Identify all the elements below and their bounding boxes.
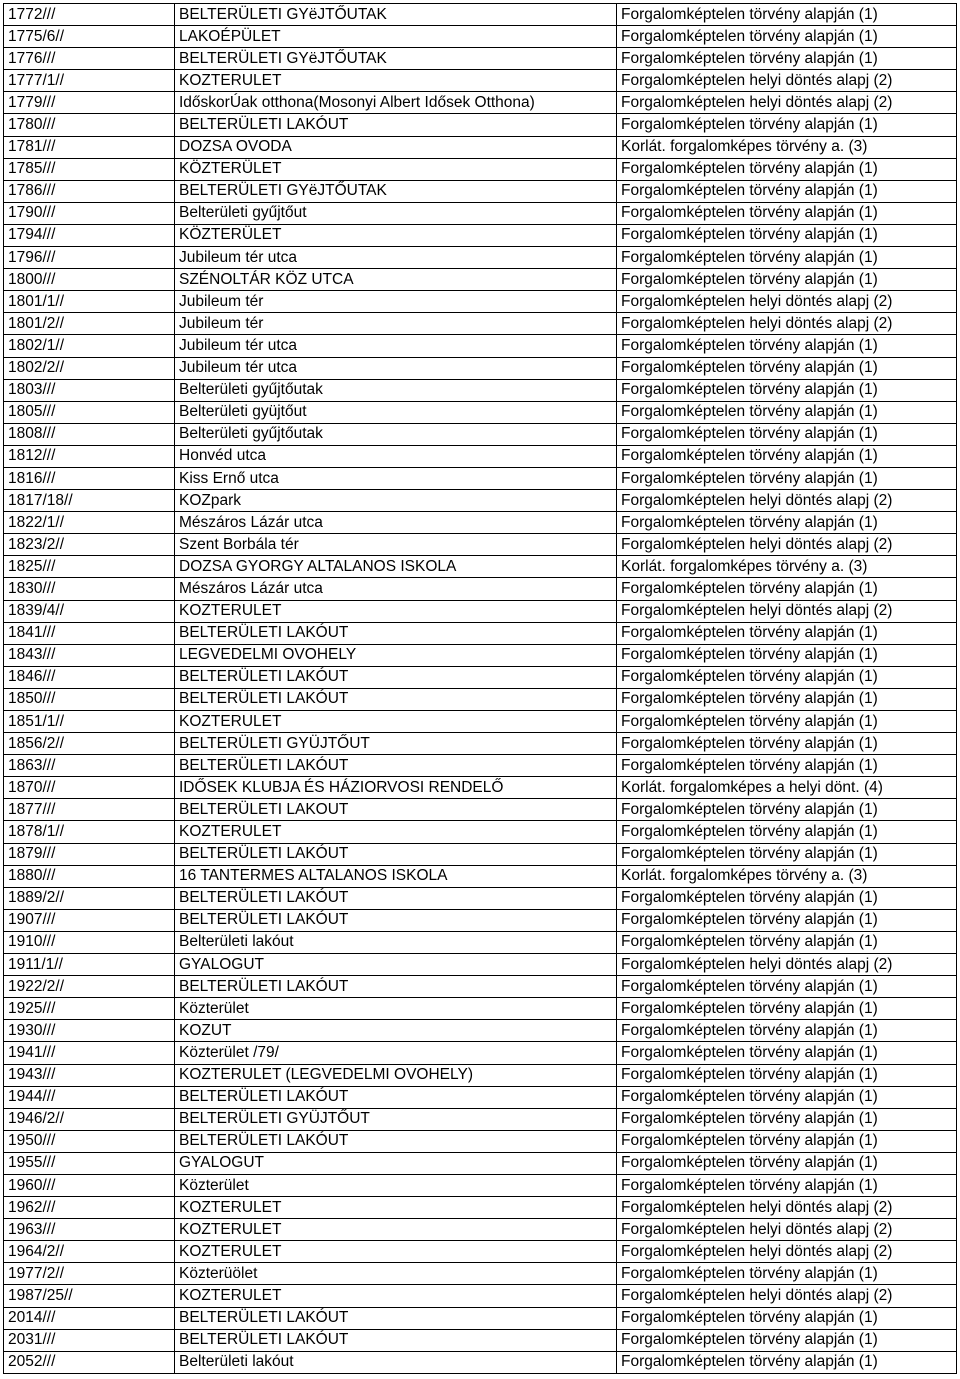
parcel-number-cell: 1863/// xyxy=(4,755,175,777)
property-register-sheet xyxy=(3,3,956,1374)
table-row xyxy=(4,26,957,48)
designation-cell: GYALOGUT xyxy=(175,954,617,976)
status-cell: Forgalomképtelen törvény alapján (1) xyxy=(617,158,957,180)
property-register-table xyxy=(3,3,957,1374)
parcel-number-cell: 1879/// xyxy=(4,843,175,865)
table-row xyxy=(4,224,957,246)
designation-cell: Közterület xyxy=(175,1174,617,1196)
designation-cell: KOZTERULET xyxy=(175,1285,617,1307)
designation-cell: Belterületi gyüjtőut xyxy=(175,401,617,423)
designation-cell: GYALOGUT xyxy=(175,1152,617,1174)
table-row xyxy=(4,467,957,489)
status-cell: Forgalomképtelen törvény alapján (1) xyxy=(617,1042,957,1064)
parcel-number-cell: 1925/// xyxy=(4,998,175,1020)
designation-cell: KOZTERULET xyxy=(175,1219,617,1241)
table-row xyxy=(4,1197,957,1219)
status-cell: Forgalomképtelen helyi döntés alapj (2) xyxy=(617,954,957,976)
table-row xyxy=(4,1042,957,1064)
status-cell: Forgalomképtelen helyi döntés alapj (2) xyxy=(617,1285,957,1307)
parcel-number-cell: 1805/// xyxy=(4,401,175,423)
designation-cell: Mészáros Lázár utca xyxy=(175,578,617,600)
status-cell: Forgalomképtelen helyi döntés alapj (2) xyxy=(617,291,957,313)
status-cell: Forgalomképtelen törvény alapján (1) xyxy=(617,1329,957,1351)
parcel-number-cell: 1802/1// xyxy=(4,335,175,357)
designation-cell: DOZSA GYORGY ALTALANOS ISKOLA xyxy=(175,556,617,578)
table-row xyxy=(4,622,957,644)
designation-cell: Jubileum tér xyxy=(175,291,617,313)
table-row xyxy=(4,180,957,202)
status-cell: Forgalomképtelen helyi döntés alapj (2) xyxy=(617,92,957,114)
status-cell: Forgalomképtelen törvény alapján (1) xyxy=(617,401,957,423)
designation-cell: 16 TANTERMES ALTALANOS ISKOLA xyxy=(175,865,617,887)
designation-cell: Közterület xyxy=(175,998,617,1020)
status-cell: Forgalomképtelen törvény alapján (1) xyxy=(617,909,957,931)
parcel-number-cell: 1817/18// xyxy=(4,490,175,512)
parcel-number-cell: 1796/// xyxy=(4,247,175,269)
designation-cell: KOZpark xyxy=(175,490,617,512)
designation-cell: KOZUT xyxy=(175,1020,617,1042)
designation-cell: BELTERÜLETI LAKÓUT xyxy=(175,1086,617,1108)
parcel-number-cell: 1800/// xyxy=(4,269,175,291)
status-cell: Forgalomképtelen törvény alapján (1) xyxy=(617,1020,957,1042)
status-cell: Forgalomképtelen törvény alapján (1) xyxy=(617,357,957,379)
designation-cell: BELTERÜLETI LAKÓUT xyxy=(175,1307,617,1329)
table-row xyxy=(4,1152,957,1174)
table-row xyxy=(4,644,957,666)
status-cell: Forgalomképtelen helyi döntés alapj (2) xyxy=(617,600,957,622)
parcel-number-cell: 1880/// xyxy=(4,865,175,887)
parcel-number-cell: 1987/25// xyxy=(4,1285,175,1307)
designation-cell: IDŐSEK KLUBJA ÉS HÁZIORVOSI RENDELŐ xyxy=(175,777,617,799)
designation-cell: Közterüölet xyxy=(175,1263,617,1285)
parcel-number-cell: 1825/// xyxy=(4,556,175,578)
parcel-number-cell: 1781/// xyxy=(4,136,175,158)
status-cell: Korlát. forgalomképes törvény a. (3) xyxy=(617,136,957,158)
designation-cell: KOZTERULET (LEGVEDELMI OVOHELY) xyxy=(175,1064,617,1086)
designation-cell: Jubileum tér xyxy=(175,313,617,335)
designation-cell: LAKOÉPÜLET xyxy=(175,26,617,48)
status-cell: Forgalomképtelen törvény alapján (1) xyxy=(617,1263,957,1285)
designation-cell: KOZTERULET xyxy=(175,600,617,622)
designation-cell: Közterület /79/ xyxy=(175,1042,617,1064)
status-cell: Forgalomképtelen törvény alapján (1) xyxy=(617,688,957,710)
parcel-number-cell: 1846/// xyxy=(4,666,175,688)
status-cell: Forgalomképtelen törvény alapján (1) xyxy=(617,622,957,644)
table-row xyxy=(4,600,957,622)
status-cell: Forgalomképtelen helyi döntés alapj (2) xyxy=(617,1197,957,1219)
table-row xyxy=(4,92,957,114)
parcel-number-cell: 1785/// xyxy=(4,158,175,180)
designation-cell: KÖZTERÜLET xyxy=(175,158,617,180)
designation-cell: Belterületi gyűjtőutak xyxy=(175,379,617,401)
parcel-number-cell: 1963/// xyxy=(4,1219,175,1241)
table-row xyxy=(4,688,957,710)
status-cell: Forgalomképtelen törvény alapján (1) xyxy=(617,755,957,777)
parcel-number-cell: 1911/1// xyxy=(4,954,175,976)
parcel-number-cell: 1775/6// xyxy=(4,26,175,48)
status-cell: Korlát. forgalomképes a helyi dönt. (4) xyxy=(617,777,957,799)
parcel-number-cell: 1823/2// xyxy=(4,534,175,556)
status-cell: Forgalomképtelen törvény alapján (1) xyxy=(617,202,957,224)
designation-cell: KOZTERULET xyxy=(175,711,617,733)
parcel-number-cell: 1812/// xyxy=(4,445,175,467)
status-cell: Forgalomképtelen helyi döntés alapj (2) xyxy=(617,1219,957,1241)
table-row xyxy=(4,1174,957,1196)
table-row xyxy=(4,755,957,777)
parcel-number-cell: 1962/// xyxy=(4,1197,175,1219)
status-cell: Forgalomképtelen helyi döntés alapj (2) xyxy=(617,490,957,512)
parcel-number-cell: 1808/// xyxy=(4,423,175,445)
parcel-number-cell: 1943/// xyxy=(4,1064,175,1086)
table-row xyxy=(4,1219,957,1241)
table-row xyxy=(4,335,957,357)
table-row xyxy=(4,313,957,335)
status-cell: Forgalomképtelen törvény alapján (1) xyxy=(617,1130,957,1152)
designation-cell: BELTERÜLETI LAKÓUT xyxy=(175,114,617,136)
status-cell: Forgalomképtelen törvény alapján (1) xyxy=(617,247,957,269)
table-row xyxy=(4,821,957,843)
parcel-number-cell: 1777/1// xyxy=(4,70,175,92)
parcel-number-cell: 1779/// xyxy=(4,92,175,114)
designation-cell: Honvéd utca xyxy=(175,445,617,467)
status-cell: Forgalomképtelen törvény alapján (1) xyxy=(617,666,957,688)
table-row xyxy=(4,445,957,467)
table-row xyxy=(4,70,957,92)
status-cell: Forgalomképtelen helyi döntés alapj (2) xyxy=(617,313,957,335)
table-row xyxy=(4,711,957,733)
status-cell: Forgalomképtelen helyi döntés alapj (2) xyxy=(617,70,957,92)
designation-cell: BELTERÜLETI LAKOUT xyxy=(175,799,617,821)
table-row xyxy=(4,998,957,1020)
status-cell: Forgalomképtelen törvény alapján (1) xyxy=(617,887,957,909)
table-row xyxy=(4,423,957,445)
designation-cell: BELTERÜLETI LAKÓUT xyxy=(175,843,617,865)
designation-cell: Belterületi lakóut xyxy=(175,931,617,953)
parcel-number-cell: 1946/2// xyxy=(4,1108,175,1130)
table-row xyxy=(4,578,957,600)
table-row xyxy=(4,490,957,512)
table-row xyxy=(4,48,957,70)
designation-cell: LEGVEDELMI OVOHELY xyxy=(175,644,617,666)
status-cell: Forgalomképtelen törvény alapján (1) xyxy=(617,1086,957,1108)
designation-cell: BELTERÜLETI LAKÓUT xyxy=(175,622,617,644)
status-cell: Forgalomképtelen törvény alapján (1) xyxy=(617,799,957,821)
status-cell: Forgalomképtelen törvény alapján (1) xyxy=(617,180,957,202)
table-row xyxy=(4,1086,957,1108)
parcel-number-cell: 1955/// xyxy=(4,1152,175,1174)
designation-cell: SZÉNOLTÁR KÖZ UTCA xyxy=(175,269,617,291)
designation-cell: KOZTERULET xyxy=(175,1241,617,1263)
parcel-number-cell: 1822/1// xyxy=(4,512,175,534)
designation-cell: BELTERÜLETI GYëJTŐUTAK xyxy=(175,48,617,70)
parcel-number-cell: 1877/// xyxy=(4,799,175,821)
parcel-number-cell: 1841/// xyxy=(4,622,175,644)
status-cell: Korlát. forgalomképes törvény a. (3) xyxy=(617,865,957,887)
designation-cell: Jubileum tér utca xyxy=(175,247,617,269)
parcel-number-cell: 2052/// xyxy=(4,1351,175,1373)
parcel-number-cell: 1816/// xyxy=(4,467,175,489)
parcel-number-cell: 1801/2// xyxy=(4,313,175,335)
designation-cell: IdőskorÚak otthona(Mosonyi Albert Idősek Otthona) xyxy=(175,92,617,114)
parcel-number-cell: 1907/// xyxy=(4,909,175,931)
designation-cell: BELTERÜLETI GYÜJTŐUT xyxy=(175,1108,617,1130)
designation-cell: KOZTERULET xyxy=(175,70,617,92)
parcel-number-cell: 1801/1// xyxy=(4,291,175,313)
parcel-number-cell: 1944/// xyxy=(4,1086,175,1108)
parcel-number-cell: 1964/2// xyxy=(4,1241,175,1263)
status-cell: Forgalomképtelen törvény alapján (1) xyxy=(617,335,957,357)
designation-cell: KOZTERULET xyxy=(175,1197,617,1219)
parcel-number-cell: 1910/// xyxy=(4,931,175,953)
table-row xyxy=(4,733,957,755)
table-row xyxy=(4,114,957,136)
designation-cell: Szent Borbála tér xyxy=(175,534,617,556)
parcel-number-cell: 2014/// xyxy=(4,1307,175,1329)
status-cell: Forgalomképtelen törvény alapján (1) xyxy=(617,467,957,489)
table-row xyxy=(4,1285,957,1307)
parcel-number-cell: 1856/2// xyxy=(4,733,175,755)
status-cell: Forgalomképtelen törvény alapján (1) xyxy=(617,1174,957,1196)
table-row xyxy=(4,1329,957,1351)
designation-cell: Belterületi lakóut xyxy=(175,1351,617,1373)
status-cell: Forgalomképtelen törvény alapján (1) xyxy=(617,821,957,843)
table-row xyxy=(4,954,957,976)
status-cell: Forgalomképtelen törvény alapján (1) xyxy=(617,1064,957,1086)
table-row xyxy=(4,512,957,534)
status-cell: Forgalomképtelen törvény alapján (1) xyxy=(617,48,957,70)
table-row xyxy=(4,357,957,379)
designation-cell: BELTERÜLETI LAKÓUT xyxy=(175,755,617,777)
parcel-number-cell: 1843/// xyxy=(4,644,175,666)
table-row xyxy=(4,401,957,423)
designation-cell: BELTERÜLETI LAKÓUT xyxy=(175,909,617,931)
status-cell: Forgalomképtelen törvény alapján (1) xyxy=(617,644,957,666)
table-row xyxy=(4,1020,957,1042)
table-row xyxy=(4,887,957,909)
table-row xyxy=(4,1263,957,1285)
status-cell: Forgalomképtelen törvény alapján (1) xyxy=(617,423,957,445)
parcel-number-cell: 1772/// xyxy=(4,4,175,26)
status-cell: Forgalomképtelen törvény alapján (1) xyxy=(617,512,957,534)
parcel-number-cell: 1941/// xyxy=(4,1042,175,1064)
parcel-number-cell: 1922/2// xyxy=(4,976,175,998)
status-cell: Forgalomképtelen törvény alapján (1) xyxy=(617,578,957,600)
table-row xyxy=(4,247,957,269)
status-cell: Forgalomképtelen törvény alapján (1) xyxy=(617,26,957,48)
designation-cell: BELTERÜLETI LAKÓUT xyxy=(175,666,617,688)
designation-cell: Jubileum tér utca xyxy=(175,357,617,379)
designation-cell: BELTERÜLETI LAKÓUT xyxy=(175,887,617,909)
status-cell: Forgalomképtelen törvény alapján (1) xyxy=(617,1351,957,1373)
table-row xyxy=(4,136,957,158)
table-row xyxy=(4,843,957,865)
parcel-number-cell: 2031/// xyxy=(4,1329,175,1351)
status-cell: Forgalomképtelen törvény alapján (1) xyxy=(617,711,957,733)
parcel-number-cell: 1889/2// xyxy=(4,887,175,909)
table-row xyxy=(4,1351,957,1373)
table-row xyxy=(4,1064,957,1086)
status-cell: Forgalomképtelen törvény alapján (1) xyxy=(617,224,957,246)
table-row xyxy=(4,799,957,821)
parcel-number-cell: 1960/// xyxy=(4,1174,175,1196)
designation-cell: Jubileum tér utca xyxy=(175,335,617,357)
parcel-number-cell: 1790/// xyxy=(4,202,175,224)
table-row xyxy=(4,534,957,556)
status-cell: Forgalomképtelen törvény alapján (1) xyxy=(617,998,957,1020)
status-cell: Forgalomképtelen törvény alapján (1) xyxy=(617,843,957,865)
status-cell: Forgalomképtelen törvény alapján (1) xyxy=(617,269,957,291)
table-row xyxy=(4,379,957,401)
status-cell: Forgalomképtelen helyi döntés alapj (2) xyxy=(617,534,957,556)
parcel-number-cell: 1776/// xyxy=(4,48,175,70)
table-row xyxy=(4,1130,957,1152)
status-cell: Forgalomképtelen helyi döntés alapj (2) xyxy=(617,1241,957,1263)
parcel-number-cell: 1830/// xyxy=(4,578,175,600)
status-cell: Forgalomképtelen törvény alapján (1) xyxy=(617,114,957,136)
status-cell: Forgalomképtelen törvény alapján (1) xyxy=(617,931,957,953)
designation-cell: BELTERÜLETI GYëJTŐUTAK xyxy=(175,180,617,202)
table-row xyxy=(4,666,957,688)
designation-cell: KÖZTERÜLET xyxy=(175,224,617,246)
table-row xyxy=(4,291,957,313)
parcel-number-cell: 1780/// xyxy=(4,114,175,136)
designation-cell: DOZSA OVODA xyxy=(175,136,617,158)
table-row xyxy=(4,1108,957,1130)
table-row xyxy=(4,202,957,224)
status-cell: Forgalomképtelen törvény alapján (1) xyxy=(617,1307,957,1329)
parcel-number-cell: 1803/// xyxy=(4,379,175,401)
designation-cell: Mészáros Lázár utca xyxy=(175,512,617,534)
table-row xyxy=(4,909,957,931)
status-cell: Forgalomképtelen törvény alapján (1) xyxy=(617,976,957,998)
table-row xyxy=(4,931,957,953)
table-row xyxy=(4,1307,957,1329)
designation-cell: Belterületi gyűjtőut xyxy=(175,202,617,224)
parcel-number-cell: 1977/2// xyxy=(4,1263,175,1285)
parcel-number-cell: 1786/// xyxy=(4,180,175,202)
status-cell: Forgalomképtelen törvény alapján (1) xyxy=(617,379,957,401)
parcel-number-cell: 1839/4// xyxy=(4,600,175,622)
designation-cell: KOZTERULET xyxy=(175,821,617,843)
status-cell: Forgalomképtelen törvény alapján (1) xyxy=(617,733,957,755)
designation-cell: Belterületi gyűjtőutak xyxy=(175,423,617,445)
parcel-number-cell: 1794/// xyxy=(4,224,175,246)
designation-cell: BELTERÜLETI LAKÓUT xyxy=(175,688,617,710)
table-row xyxy=(4,777,957,799)
status-cell: Forgalomképtelen törvény alapján (1) xyxy=(617,1152,957,1174)
status-cell: Korlát. forgalomképes törvény a. (3) xyxy=(617,556,957,578)
table-row xyxy=(4,269,957,291)
table-row xyxy=(4,865,957,887)
parcel-number-cell: 1802/2// xyxy=(4,357,175,379)
status-cell: Forgalomképtelen törvény alapján (1) xyxy=(617,4,957,26)
designation-cell: BELTERÜLETI LAKÓUT xyxy=(175,976,617,998)
parcel-number-cell: 1950/// xyxy=(4,1130,175,1152)
table-row xyxy=(4,976,957,998)
table-row xyxy=(4,4,957,26)
designation-cell: Kiss Ernő utca xyxy=(175,467,617,489)
parcel-number-cell: 1878/1// xyxy=(4,821,175,843)
table-row xyxy=(4,158,957,180)
designation-cell: BELTERÜLETI GYÜJTŐUT xyxy=(175,733,617,755)
designation-cell: BELTERÜLETI LAKÓUT xyxy=(175,1130,617,1152)
status-cell: Forgalomképtelen törvény alapján (1) xyxy=(617,1108,957,1130)
parcel-number-cell: 1930/// xyxy=(4,1020,175,1042)
designation-cell: BELTERÜLETI LAKÓUT xyxy=(175,1329,617,1351)
parcel-number-cell: 1851/1// xyxy=(4,711,175,733)
parcel-number-cell: 1870/// xyxy=(4,777,175,799)
table-row xyxy=(4,556,957,578)
table-body xyxy=(4,4,957,1374)
designation-cell: BELTERÜLETI GYëJTŐUTAK xyxy=(175,4,617,26)
table-row xyxy=(4,1241,957,1263)
status-cell: Forgalomképtelen törvény alapján (1) xyxy=(617,445,957,467)
parcel-number-cell: 1850/// xyxy=(4,688,175,710)
